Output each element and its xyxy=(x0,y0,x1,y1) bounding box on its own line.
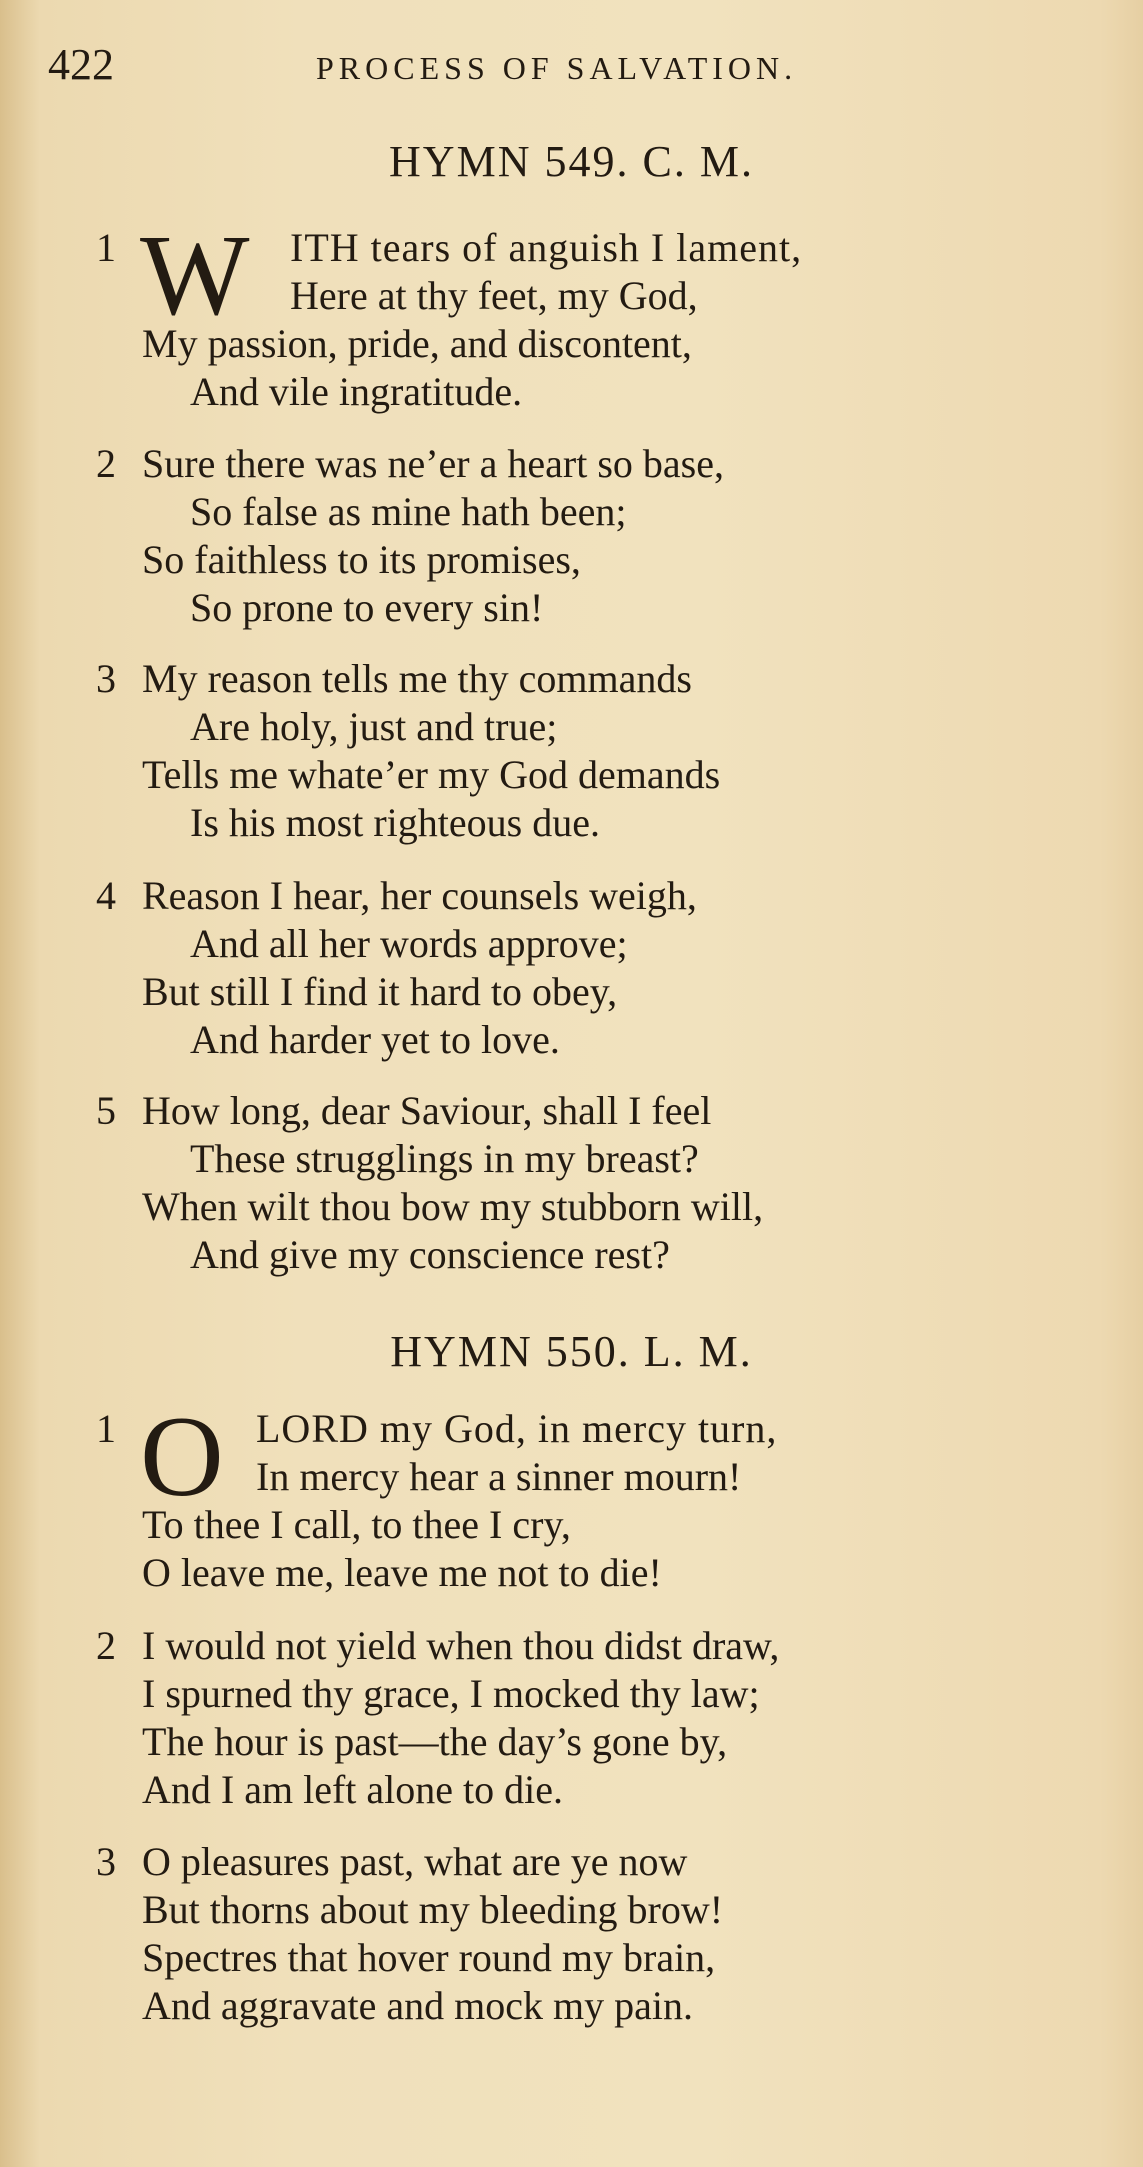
hymn-549-verse-4 xyxy=(96,872,1096,1064)
hymn-title-549: HYMN 549. C. M. xyxy=(389,137,754,186)
hymn-549-verse-2 xyxy=(96,440,1096,632)
hymn-549-verse-3 xyxy=(96,655,1096,847)
verse-line: I would not yield when thou didst draw, xyxy=(142,1623,780,1668)
verse-line: Sure there was ne’er a heart so base, xyxy=(142,441,724,486)
verse-number: 4 xyxy=(96,873,116,918)
running-head xyxy=(48,40,1028,90)
verse-line: And I am left alone to die. xyxy=(142,1767,563,1812)
verse-line: And aggravate and mock my pain. xyxy=(142,1983,693,2028)
verse-line: Spectres that hover round my brain, xyxy=(142,1935,716,1980)
verse-line: In mercy hear a sinner mourn! xyxy=(256,1454,742,1499)
running-title: PROCESS OF SALVATION. xyxy=(316,50,798,86)
verse-line: So faithless to its promises, xyxy=(142,537,581,582)
verse-line: These strugglings in my breast? xyxy=(190,1136,699,1181)
verse-line: How long, dear Saviour, shall I feel xyxy=(142,1088,712,1133)
page-number: 422 xyxy=(48,40,114,89)
hymn-550-verse-3 xyxy=(96,1838,1096,2030)
verse-line: To thee I call, to thee I cry, xyxy=(142,1502,571,1547)
hymn-550-verse-1 xyxy=(96,1393,1096,1597)
verse-number: 2 xyxy=(96,1623,116,1668)
verse-line: My reason tells me thy commands xyxy=(142,656,692,701)
verse-number: 3 xyxy=(96,1839,116,1884)
hymn-549-verse-5 xyxy=(96,1087,1096,1279)
verse-line: But still I find it hard to obey, xyxy=(142,969,618,1014)
verse-line: The hour is past—the day’s gone by, xyxy=(142,1719,728,1764)
verse-line: When wilt thou bow my stubborn will, xyxy=(142,1184,764,1229)
verse-line: My passion, pride, and discontent, xyxy=(142,321,692,366)
verse-line: I spurned thy grace, I mocked thy law; xyxy=(142,1671,760,1716)
verse-line: But thorns about my bleeding brow! xyxy=(142,1887,724,1932)
verse-line: ITH tears of anguish I lament, xyxy=(290,225,803,270)
verse-line: O leave me, leave me not to die! xyxy=(142,1550,662,1595)
verse-line: And vile ingratitude. xyxy=(190,369,523,414)
verse-line: Is his most righteous due. xyxy=(190,800,600,845)
hymn-title-550: HYMN 550. L. M. xyxy=(390,1327,753,1376)
verse-number: 1 xyxy=(96,1406,116,1451)
drop-cap: O xyxy=(140,1393,224,1521)
verse-number: 1 xyxy=(96,225,116,270)
verse-line: Tells me whate’er my God demands xyxy=(142,752,721,797)
verse-line: O pleasures past, what are ye now xyxy=(142,1839,688,1884)
verse-line: Are holy, just and true; xyxy=(190,704,558,749)
hymn-550-verse-2 xyxy=(96,1622,1096,1814)
verse-number: 5 xyxy=(96,1088,116,1133)
verse-line: So false as mine hath been; xyxy=(190,489,627,534)
hymn-549-verse-1 xyxy=(96,212,1096,416)
verse-number: 2 xyxy=(96,441,116,486)
verse-number: 3 xyxy=(96,656,116,701)
verse-line: So prone to every sin! xyxy=(190,585,544,630)
verse-line: And all her words approve; xyxy=(190,921,628,966)
verse-line: Reason I hear, her counsels weigh, xyxy=(142,873,697,918)
drop-cap: W xyxy=(140,212,250,340)
verse-line: Here at thy feet, my God, xyxy=(290,273,698,318)
verse-line: LORD my God, in mercy turn, xyxy=(256,1406,778,1451)
verse-line: And harder yet to love. xyxy=(190,1017,560,1062)
verse-line: And give my conscience rest? xyxy=(190,1232,670,1277)
